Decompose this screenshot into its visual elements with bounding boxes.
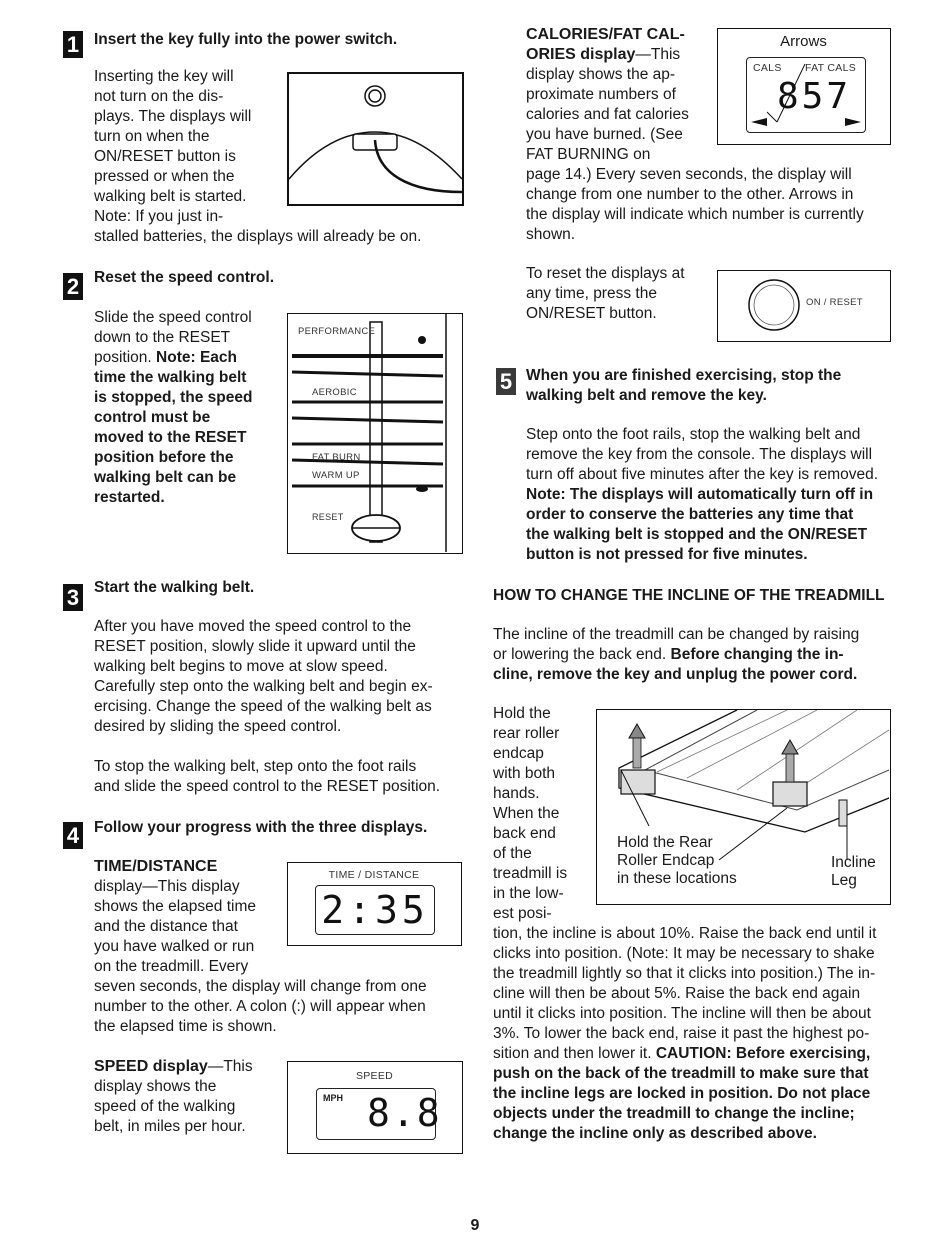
step-number-4: 4 (63, 822, 83, 849)
time-distance-lcd (315, 885, 435, 935)
on-reset-button-icon (746, 277, 806, 335)
incline-full-text: tion, the incline is about 10%. Raise the back end until it clicks into position. (Note: It may be necessary to shake the treadmill lightly so that it clicks into position.) The in- cline will then be about 5%. Raise the back end again until it clicks into position. The incline will then be about 3%. To lower the back end, raise it past the highest po- sition and then lower it. CAUTION: Before exercising, push on the back of the treadmill to make sure that the incline legs are locked in position. Do not place objects under the treadmill to change the incline; change the incline only as described above. (493, 925, 877, 1142)
fat-cals-label: FAT CALS (805, 62, 857, 74)
cals-label: CALS (753, 62, 782, 74)
calories-value: 857 (777, 76, 852, 117)
speed-display-figure (287, 1061, 463, 1154)
incline-figure (596, 709, 891, 905)
arrows-label: Arrows (780, 33, 827, 50)
calories-lcd (746, 57, 866, 133)
speed-lcd (316, 1088, 442, 1140)
step-1-text: Inserting the key will not turn on the dis- plays. The displays will turn on when the ON/RESET button is pressed or when the walking belt is started. Note: If you just in- stalled batteries, the displays will already be on. (94, 68, 422, 245)
time-distance-text: TIME/DISTANCE display—This display shows the elapsed time and the distance that you have walked or run on the treadmill. Every seven seconds, the display will change from one number to the other. A colon (:) will appear when the elapsed time is shown. (94, 858, 427, 1035)
time-distance-label: TIME / DISTANCE (328, 869, 420, 881)
reset-label: RESET (312, 512, 344, 522)
fat-burn-label: FAT BURN (312, 452, 361, 463)
step-number-2: 2 (63, 273, 83, 300)
indicator-arrows-icon (747, 58, 865, 132)
step-4-heading: Follow your progress with the three displays. (94, 819, 428, 836)
step-3-heading: Start the walking belt. (94, 579, 255, 596)
step-3-text: After you have moved the speed control to the RESET position, slowly slide it upward until the walking belt begins to move at slow speed. Carefully step onto the walking belt and begin ex- ercising. Change the speed of the walking belt as desired by sliding the speed control. To stop the walking belt, step onto the foot rails and slide the speed control to the RESET position. (94, 618, 441, 795)
performance-label: PERFORMANCE (298, 326, 376, 337)
calories-display-figure (717, 28, 891, 145)
page-number: 9 (470, 1217, 480, 1234)
incline-leg-callout: Incline Leg (831, 854, 876, 889)
speed-control-figure (287, 313, 463, 554)
turtle-icon (416, 486, 428, 492)
warm-up-label: WARM UP (312, 470, 360, 481)
key-switch-figure (287, 72, 464, 206)
step-number-3: 3 (63, 584, 83, 611)
incline-heading: HOW TO CHANGE THE INCLINE OF THE TREADMILL (493, 587, 885, 604)
step-number-1: 1 (63, 31, 83, 58)
reset-text: To reset the displays at any time, press the ON/RESET button. (526, 265, 685, 322)
time-distance-display-figure (287, 862, 462, 946)
step-number-5: 5 (496, 368, 516, 395)
incline-narrow-text: Hold the rear roller endcap with both hands. When the back end of the treadmill is in the low- est posi- (493, 705, 568, 922)
speed-label: SPEED (355, 1070, 394, 1082)
calories-text: CALORIES/FAT CAL- ORIES display—This display shows the ap- proximate numbers of calories and fat calories you have burned. (See FAT BURNING on page 14.) Every seven seconds, the display will change from one number to the other. Arrows in the display will indicate which number is currently shown. (526, 26, 864, 243)
mph-label: MPH (323, 1093, 343, 1103)
key-switch-illustration (289, 74, 462, 204)
time-distance-value: 2:35 (321, 888, 429, 932)
rabbit-icon (418, 336, 426, 344)
hold-endcap-callout: Hold the Rear Roller Endcap in these locations (617, 834, 737, 887)
step-2-heading: Reset the speed control. (94, 269, 275, 286)
step-2-text: Slide the speed control down to the RESET position. Note: Each time the walking belt is stopped, the speed control must be moved to the RESET position before the walking belt can be restarted. (94, 309, 253, 506)
aerobic-label: AEROBIC (312, 387, 357, 398)
on-reset-label: ON / RESET (806, 297, 863, 308)
on-reset-figure (717, 270, 891, 342)
step-5-heading: When you are finished exercising, stop the walking belt and remove the key. (526, 367, 842, 404)
step-5-text: Step onto the foot rails, stop the walking belt and remove the key from the console. The displays will turn off about five minutes after the key is removed. Note: The displays will automatically turn off in order to conserve the batteries any time that the walking belt is stopped and the ON/RESET button is not pressed for five minutes. (526, 426, 879, 563)
speed-value: 8.8 (367, 1091, 442, 1135)
speed-text: SPEED display—This display shows the speed of the walking belt, in miles per hour. (94, 1058, 253, 1135)
step-1-heading: Insert the key fully into the power switch. (94, 31, 398, 48)
incline-intro: The incline of the treadmill can be changed by raising or lowering the back end. Before changing the in- cline, remove the key and unplug the power cord. (493, 626, 860, 683)
